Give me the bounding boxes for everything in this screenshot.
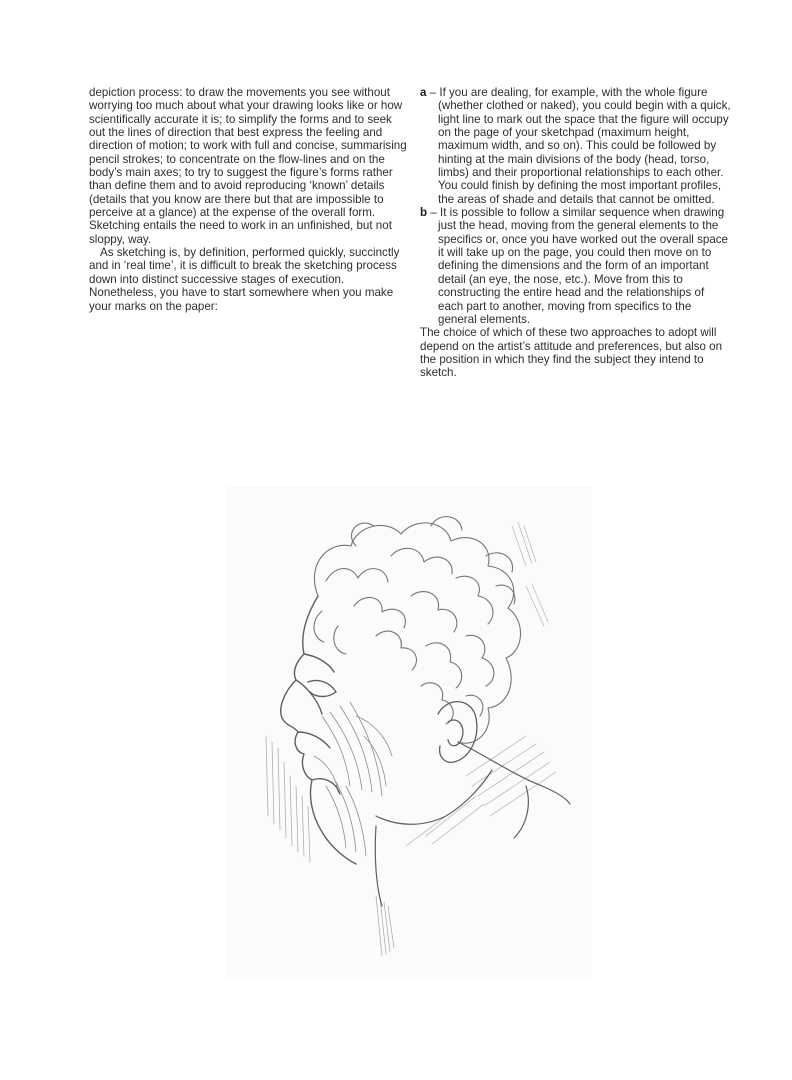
list-item-a [420, 86, 732, 206]
right-text-column [420, 86, 732, 380]
left-paragraph-2: As sketching is, by definition, performed quickly, succinctly and in ‘real time’, it is difficult to break the sketching process down into distinct successive stages of execution. Nonetheless, you have to start somewhere when you make your marks on the paper: [89, 246, 400, 313]
list-item-b [420, 206, 732, 326]
left-paragraph-1: depiction process: to draw the movements you see without worrying too much about what your drawing looks like or how scientifically accurate it is; to simplify the forms and to seek out the lines of direction that best express the feeling and direction of motion; to work with full and concise, summarising pencil strokes; to concentrate on the flow-lines and on the body’s main axes; to try to suggest the figure’s forms rather than define them and to avoid reproducing ‘known’ details (details that you know are there but that are impossible to perceive at a glance) at the expense of the overall form. Sketching entails the need to work in an unfinished, but not sloppy, way. [89, 86, 407, 246]
list-marker-b: b [420, 206, 428, 220]
list-marker-a: a [420, 86, 427, 99]
list-text-a: – If you are dealing, for example, with the whole figure (whether clothed or naked), you could begin with a quick, light line to mark out the space that the figure will occupy on the page of your sketchpad (maximum height, maximum width, and so on). This could be followed by hinting at the main divisions of the body (head, torso, limbs) and their proportional relationships to each other. You could finish by defining the most important profiles, the areas of shade and details that cannot be omitted. [426, 86, 731, 206]
head-sketch-icon [226, 486, 592, 980]
list-text-b: – It is possible to follow a similar sequence when drawing just the head, moving from the general elements to the specifics or, once you have worked out the overall space it will take up on the page, you could then move on to defining the dimensions and the form of an important detail (an eye, the nose, etc.). Move from this to constructing the entire head and the relationships of each part to another, moving from specifics to the general elements. [427, 206, 729, 326]
closing-paragraph: The choice of which of these two approaches to adopt will depend on the artist’s attitude and preferences, but also on the position in which they find the subject they intend to sketch. [420, 326, 723, 380]
left-text-column [89, 86, 411, 313]
pencil-sketch-illustration [226, 486, 592, 980]
